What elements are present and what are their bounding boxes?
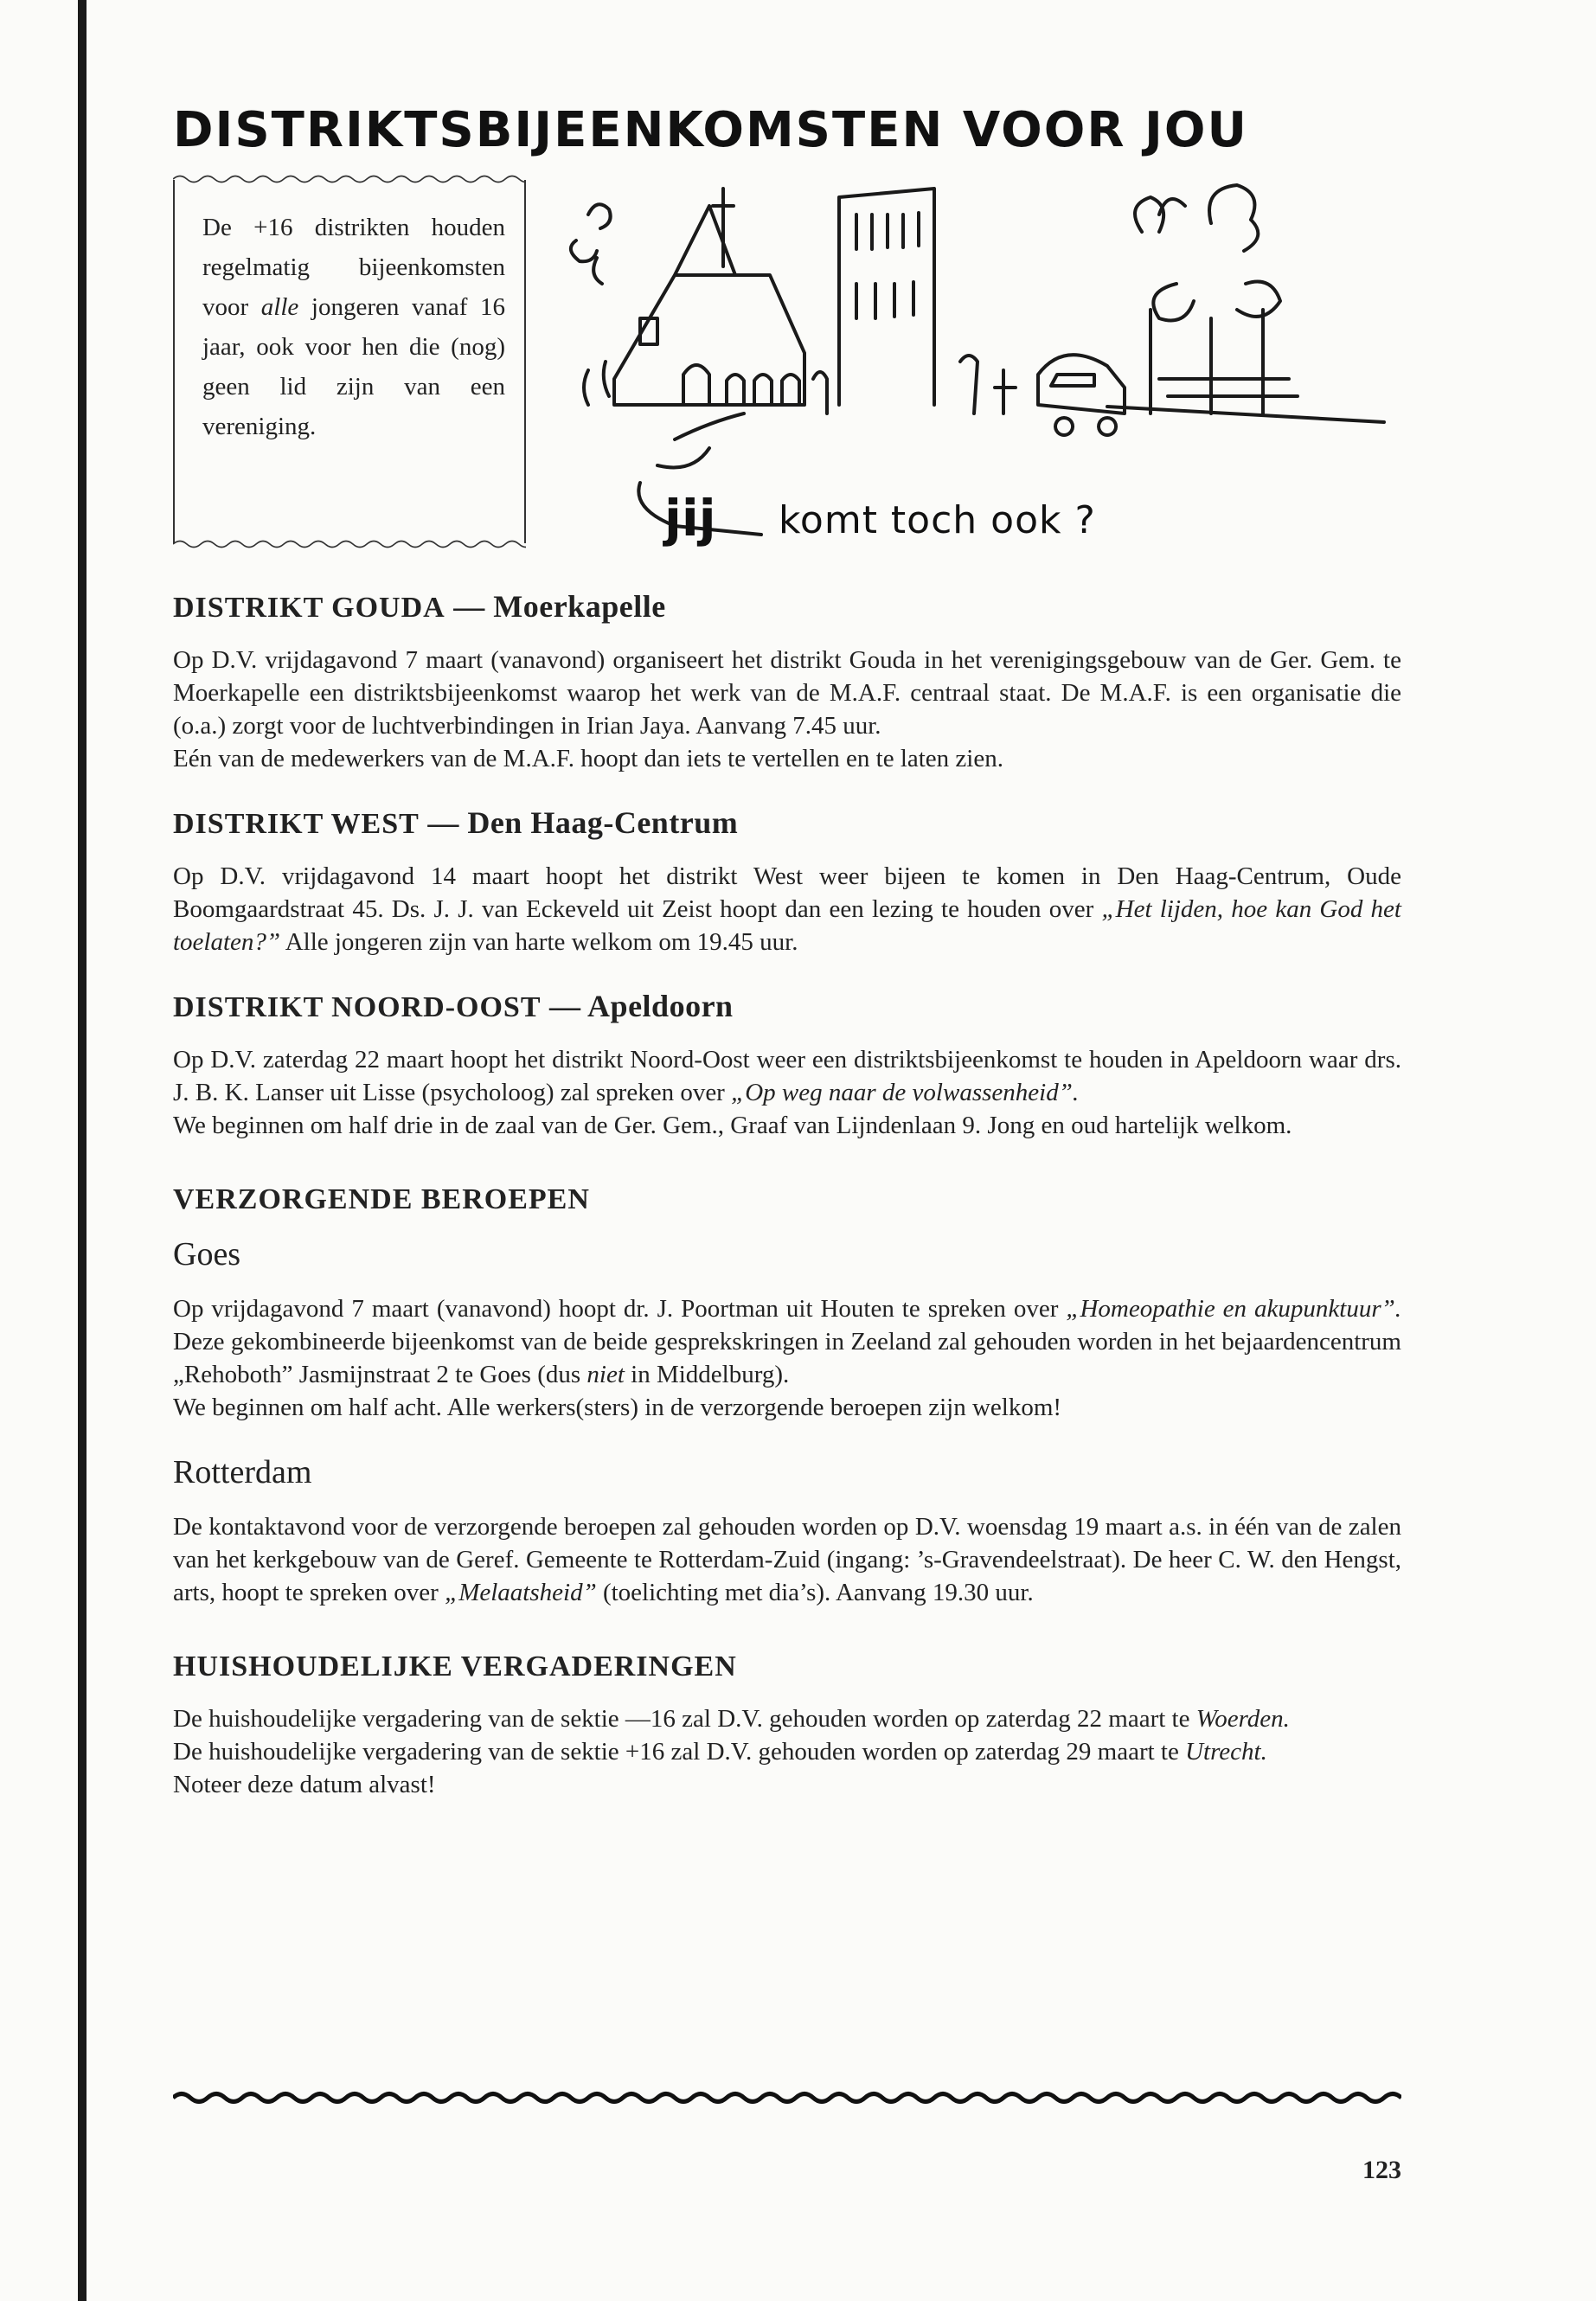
district-name: DISTRIKT NOORD-OOST — [173, 991, 542, 1023]
talk-title: „Homeopathie en akupunktuur”. — [1066, 1295, 1401, 1323]
text-run: De kontaktavond voor de verzorgende beroepen zal gehouden worden op D.V. woensdag 19 maart a.s. in één van de zalen van het kerkgebouw van de Geref. Gemeente te Rotterdam-Zuid (ingang: ’s-Gravendeelstraat). De heer C. W. den Hengst, arts, hoopt te spreken over — [173, 1513, 1401, 1606]
section-heading-noord-oost — [173, 988, 1401, 1024]
place-name: Woerden. — [1195, 1705, 1290, 1733]
tagline-rest: komt toch ook ? — [779, 498, 1096, 542]
intro-text-part1: De +16 distrikten houden regelmatig bijeenkomsten voor — [202, 214, 505, 321]
section-body-gouda: Op D.V. vrijdagavond 7 maart (vanavond) organiseert het distrikt Gouda in het verenigingsgebouw van de Ger. Gem. te Moerkapelle een distriktsbijeenkomst waarop het werk van de M.A.F. centraal staat. De M.A.F. is een organisatie die (o.a.) zorgt voor de luchtverbindingen in Irian Jaya. Aanvang 7.45 uur. — [173, 646, 1401, 740]
car-sketch — [1038, 355, 1125, 435]
intro-box — [173, 180, 526, 543]
district-place: — Den Haag-Centrum — [427, 805, 739, 840]
fence-arches-sketch — [683, 365, 799, 405]
talk-title: „Melaatsheid” — [445, 1579, 597, 1606]
section-body-gouda-2: Eén van de medewerkers van de M.A.F. hoopt dan iets te vertellen en te laten zien. — [173, 745, 1003, 772]
section-body-noord-oost-2: We beginnen om half drie in de zaal van de Ger. Gem., Graaf van Lijndenlaan 9. Jong en oud hartelijk welkom. — [173, 1112, 1292, 1139]
emphasis: niet — [586, 1361, 625, 1388]
text-run: (toelichting met dia’s). Aanvang 19.30 uur. — [596, 1579, 1034, 1606]
section-body-huishoudelijke-1 — [173, 1702, 1401, 1735]
section-body-huishoudelijke-2 — [173, 1735, 1401, 1768]
place-name: Utrecht. — [1185, 1738, 1267, 1766]
intro-text-emphasis: alle — [260, 293, 299, 321]
section-body-goes-2: We beginnen om half acht. Alle werkers(sters) in de verzorgende beroepen zijn welkom! — [173, 1394, 1062, 1421]
text-run: in Middelburg). — [624, 1361, 790, 1388]
text-run: Op D.V. zaterdag 22 maart hoopt het distrikt Noord-Oost weer een distriktsbijeenkomst te houden in Apeldoorn waar drs. J. B. K. Lanser uit Lisse (psycholoog) zal spreken over — [173, 1046, 1401, 1106]
section-body-noord-oost — [173, 1043, 1401, 1109]
heading-text: VERZORGENDE BEROEPEN — [173, 1183, 590, 1215]
section-heading-verzorgende-beroepen — [173, 1180, 1401, 1216]
intro-box-bottom-border — [173, 538, 526, 550]
page-edge-bar — [78, 0, 87, 2301]
article-content — [173, 588, 1401, 1801]
section-body-rotterdam — [173, 1510, 1401, 1609]
right-trees-sketch — [1135, 185, 1280, 321]
intro-box-top-border — [173, 173, 526, 185]
section-heading-west — [173, 804, 1401, 841]
intro-text-part2: jongeren vanaf 16 jaar, ook voor hen die (nog) geen lid zijn van een vereniging. — [202, 293, 505, 440]
text-run: Op vrijdagavond 7 maart (vanavond) hoopt dr. J. Poortman uit Houten te spreken over — [173, 1295, 1067, 1323]
district-name: DISTRIKT GOUDA — [173, 592, 445, 624]
talk-title: „Op weg naar de volwassenheid”. — [731, 1079, 1080, 1106]
section-heading-gouda — [173, 588, 1401, 625]
district-name: DISTRIKT WEST — [173, 808, 420, 840]
subheading-rotterdam: Rotterdam — [173, 1454, 312, 1490]
text-run: De huishoudelijke vergadering van de sektie —16 zal D.V. gehouden worden op zaterdag 22 maart te — [173, 1705, 1196, 1733]
tagline-jij: jij — [664, 489, 716, 548]
talk-title: „Het lijden, hoe kan God het toelaten?” — [173, 895, 1401, 956]
section-body-west — [173, 860, 1401, 958]
subheading-goes: Goes — [173, 1236, 241, 1272]
text-run: De huishoudelijke vergadering van de sektie +16 zal D.V. gehouden worden op zaterdag 29 maart te — [173, 1738, 1186, 1766]
section-heading-huishoudelijke — [173, 1647, 1401, 1683]
decorative-divider — [173, 2090, 1401, 2106]
text-run: Alle jongeren zijn van harte welkom om 19.45 uur. — [280, 928, 798, 956]
heading-text: HUISHOUDELIJKE VERGADERINGEN — [173, 1650, 737, 1682]
district-place: — Moerkapelle — [453, 589, 666, 624]
page-number: 123 — [1362, 2156, 1401, 2184]
section-body-goes — [173, 1292, 1401, 1391]
page-title: DISTRIKTSBIJEENKOMSTEN VOOR JOU — [173, 102, 1248, 158]
people-sketch — [813, 356, 1016, 413]
district-place: — Apeldoorn — [549, 989, 734, 1023]
section-body-huishoudelijke-3: Noteer deze datum alvast! — [173, 1771, 436, 1798]
text-run: Deze gekombineerde bijeenkomst van de beide gesprekskringen in Zeeland zal gehouden worden in het bejaardencentrum „Rehoboth” Jasmijnstraat 2 te Goes (dus — [173, 1328, 1401, 1388]
text-run: Op D.V. vrijdagavond 14 maart hoopt het distrikt West weer bijeen te komen in Den Haag-Centrum, Oude Boomgaardstraat 45. Ds. J. J. van Eckeveld uit Zeist hoopt dan een lezing te houden over — [173, 862, 1401, 923]
apartment-block-sketch — [839, 189, 934, 405]
intro-text — [202, 208, 505, 446]
left-tree-sketch — [571, 204, 611, 284]
